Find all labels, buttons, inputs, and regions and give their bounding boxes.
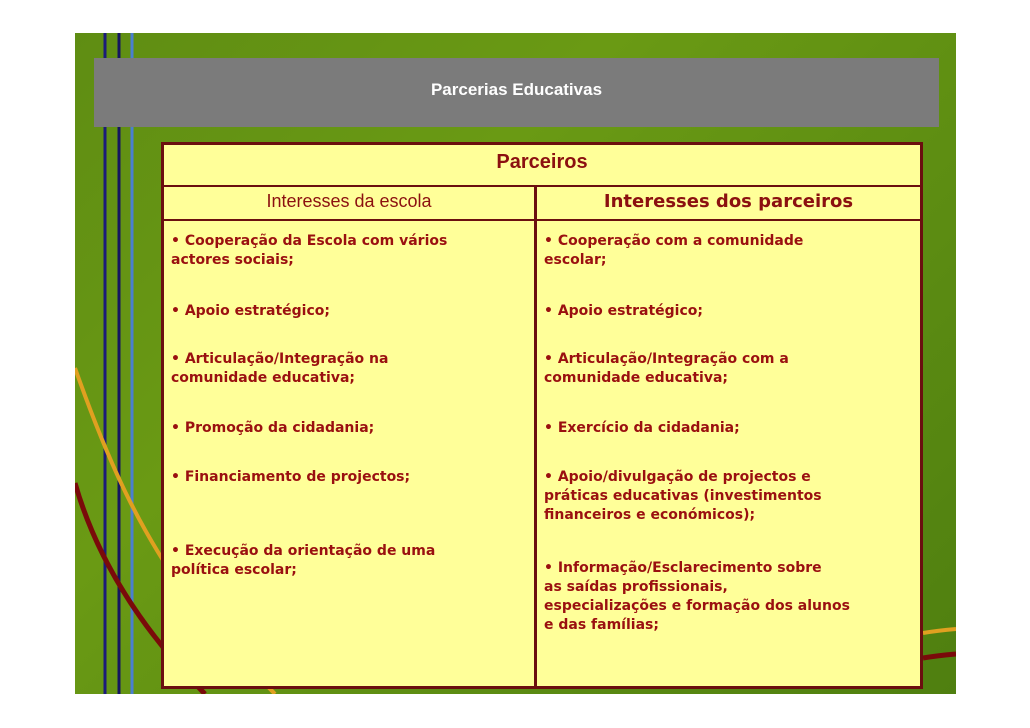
slide — [75, 33, 956, 694]
table-header-row — [164, 145, 920, 187]
table-cell-school: • Apoio estratégico; — [171, 303, 330, 319]
table-header: Parceiros — [496, 151, 588, 173]
column-header-row — [164, 187, 920, 221]
slide-title: Parcerias Educativas — [430, 80, 603, 99]
partners-table — [161, 142, 923, 689]
table-cell-partners: • Apoio estratégico; — [544, 303, 703, 319]
table-cell-partners: • Informação/Esclarecimento sobre as saídas profissionais, especializações e formação dos alunos e das famílias; — [544, 560, 850, 633]
table-cell-school: • Cooperação da Escola com vários actores sociais; — [171, 233, 448, 268]
table-cell-partners: • Articulação/Integração com a comunidade educativa; — [544, 351, 789, 386]
deco-curve-maroon-right — [923, 654, 956, 658]
table-cell-school: • Articulação/Integração na comunidade educativa; — [171, 351, 389, 386]
column-header-partners: Interesses dos parceiros — [603, 191, 854, 212]
column-divider — [534, 187, 537, 686]
title-bar — [94, 58, 939, 127]
column-header-school: Interesses da escola — [266, 191, 432, 211]
table-cell-partners: • Apoio/divulgação de projectos e práticas educativas (investimentos financeiros e económicos); — [544, 469, 822, 523]
table-cell-school: • Promoção da cidadania; — [171, 420, 375, 436]
table-cell-partners: • Exercício da cidadania; — [544, 420, 740, 436]
table-cell-school: • Financiamento de projectos; — [171, 469, 411, 485]
deco-curve-orange-right — [923, 629, 956, 633]
table-cell-partners: • Cooperação com a comunidade escolar; — [544, 233, 804, 268]
table-cell-school: • Execução da orientação de uma política escolar; — [171, 543, 436, 578]
